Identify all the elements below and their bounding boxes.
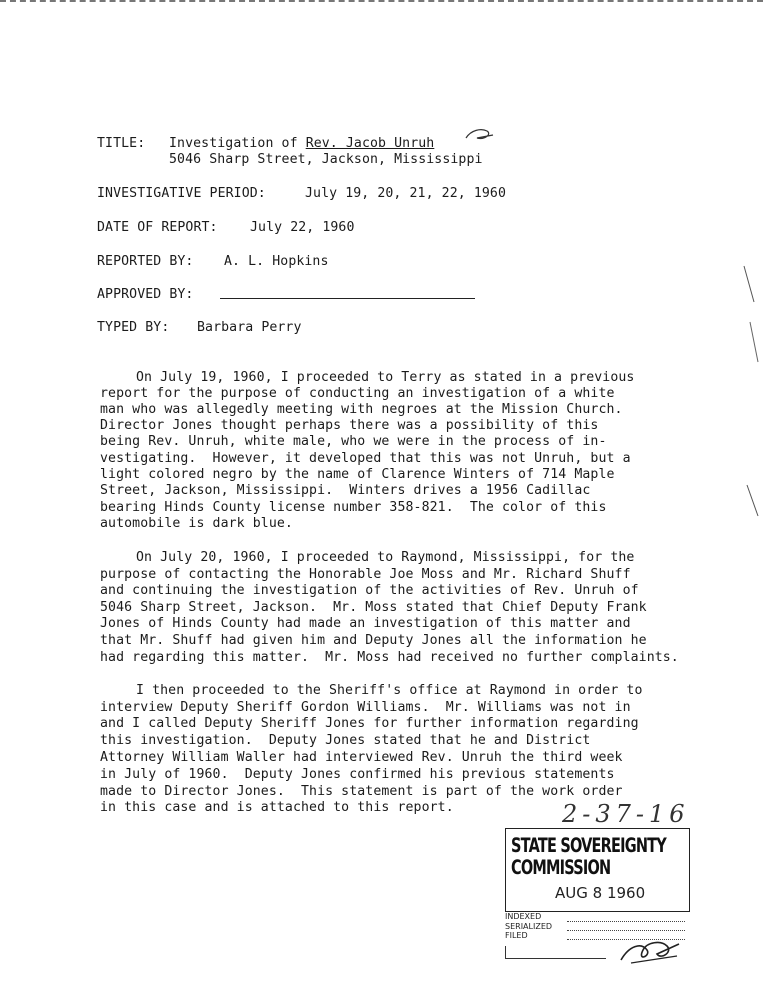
stamp-filing-lines (505, 912, 552, 941)
page-top-edge (0, 0, 763, 2)
text-line: purpose of contacting the Honorable Joe Moss and Mr. Richard Shuff (100, 567, 631, 582)
text-line: Director Jones thought perhaps there was a possibility of this (100, 418, 599, 433)
text-line: report for the purpose of conducting an investigation of a white (100, 386, 615, 401)
text-line: light colored negro by the name of Clarence Winters of 714 Maple (100, 467, 615, 482)
margin-scratch-icon (740, 262, 762, 372)
text-line: bearing Hinds County license number 358-821. The color of this (100, 500, 607, 515)
text-line: automobile is dark blue. (100, 516, 293, 531)
received-stamp (505, 828, 690, 960)
text-line: in July of 1960. Deputy Jones confirmed his previous statements (100, 767, 615, 782)
stamp-indexed-line (567, 921, 685, 922)
date-of-report: July 22, 1960 (250, 220, 355, 235)
stamp-serialized-line (567, 930, 685, 931)
subject-name: Rev. Jacob Unruh (305, 136, 435, 151)
text-line: interview Deputy Sheriff Gordon Williams. Mr. Williams was not in (100, 700, 631, 715)
text-line: Jones of Hinds County had made an investigation of this matter and (100, 616, 631, 631)
text-line: I then proceeded to the Sheriff's office at Raymond in order to (136, 683, 643, 698)
title-label: TITLE: (97, 136, 146, 151)
reported-by-label: REPORTED BY: (97, 254, 194, 269)
typed-by-label: TYPED BY: (97, 320, 170, 335)
stamp-filed: FILED (505, 931, 528, 940)
text-line: and continuing the investigation of the activities of Rev. Unruh of (100, 583, 639, 598)
initials-signature-icon (617, 936, 687, 966)
investigative-period-label: INVESTIGATIVE PERIOD: (97, 186, 266, 201)
text-line: made to Director Jones. This statement is part of the work order (100, 784, 623, 799)
text-line: in this case and is attached to this report. (100, 800, 454, 815)
approval-signature-line (220, 298, 475, 299)
text-line: man who was allegedly meeting with negroes at the Mission Church. (100, 402, 623, 417)
text-line: vestigating. However, it developed that this was not Unruh, but a (100, 451, 631, 466)
typed-by: Barbara Perry (197, 320, 302, 335)
text-line: and I called Deputy Sheriff Jones for further information regarding (100, 716, 639, 731)
handwritten-mark-icon (463, 126, 495, 146)
stamp-bottom-frame (505, 946, 606, 959)
stamp-indexed: INDEXED (505, 912, 542, 921)
subject-address: 5046 Sharp Street, Jackson, Mississippi (169, 152, 483, 167)
text-line: On July 19, 1960, I proceeded to Terry as stated in a previous (136, 370, 635, 385)
title-line (169, 136, 434, 152)
title-prefix: Investigation of (169, 136, 306, 151)
handwritten-file-number: 2-37-16 (562, 800, 690, 828)
text-line: being Rev. Unruh, white male, who we were in the process of in- (100, 434, 607, 449)
text-line: that Mr. Shuff had given him and Deputy Jones all the information he (100, 633, 647, 648)
stamp-date: AUG 8 1960 (555, 884, 646, 902)
approved-by-label: APPROVED BY: (97, 287, 194, 302)
text-line: had regarding this matter. Mr. Moss had received no further complaints. (100, 650, 679, 665)
reported-by: A. L. Hopkins (224, 254, 329, 269)
stamp-organization: STATE SOVEREIGNTY COMMISSION (511, 836, 666, 880)
text-line: this investigation. Deputy Jones stated that he and District (100, 733, 591, 748)
date-of-report-label: DATE OF REPORT: (97, 220, 218, 235)
margin-scratch-icon (744, 482, 762, 522)
text-line: On July 20, 1960, I proceeded to Raymond, Mississippi, for the (136, 550, 635, 565)
investigative-period: July 19, 20, 21, 22, 1960 (305, 186, 506, 201)
text-line: 5046 Sharp Street, Jackson. Mr. Moss stated that Chief Deputy Frank (100, 600, 647, 615)
text-line: Street, Jackson, Mississippi. Winters drives a 1956 Cadillac (100, 483, 591, 498)
text-line: Attorney William Waller had interviewed Rev. Unruh the third week (100, 750, 623, 765)
stamp-serialized: SERIALIZED (505, 921, 553, 931)
